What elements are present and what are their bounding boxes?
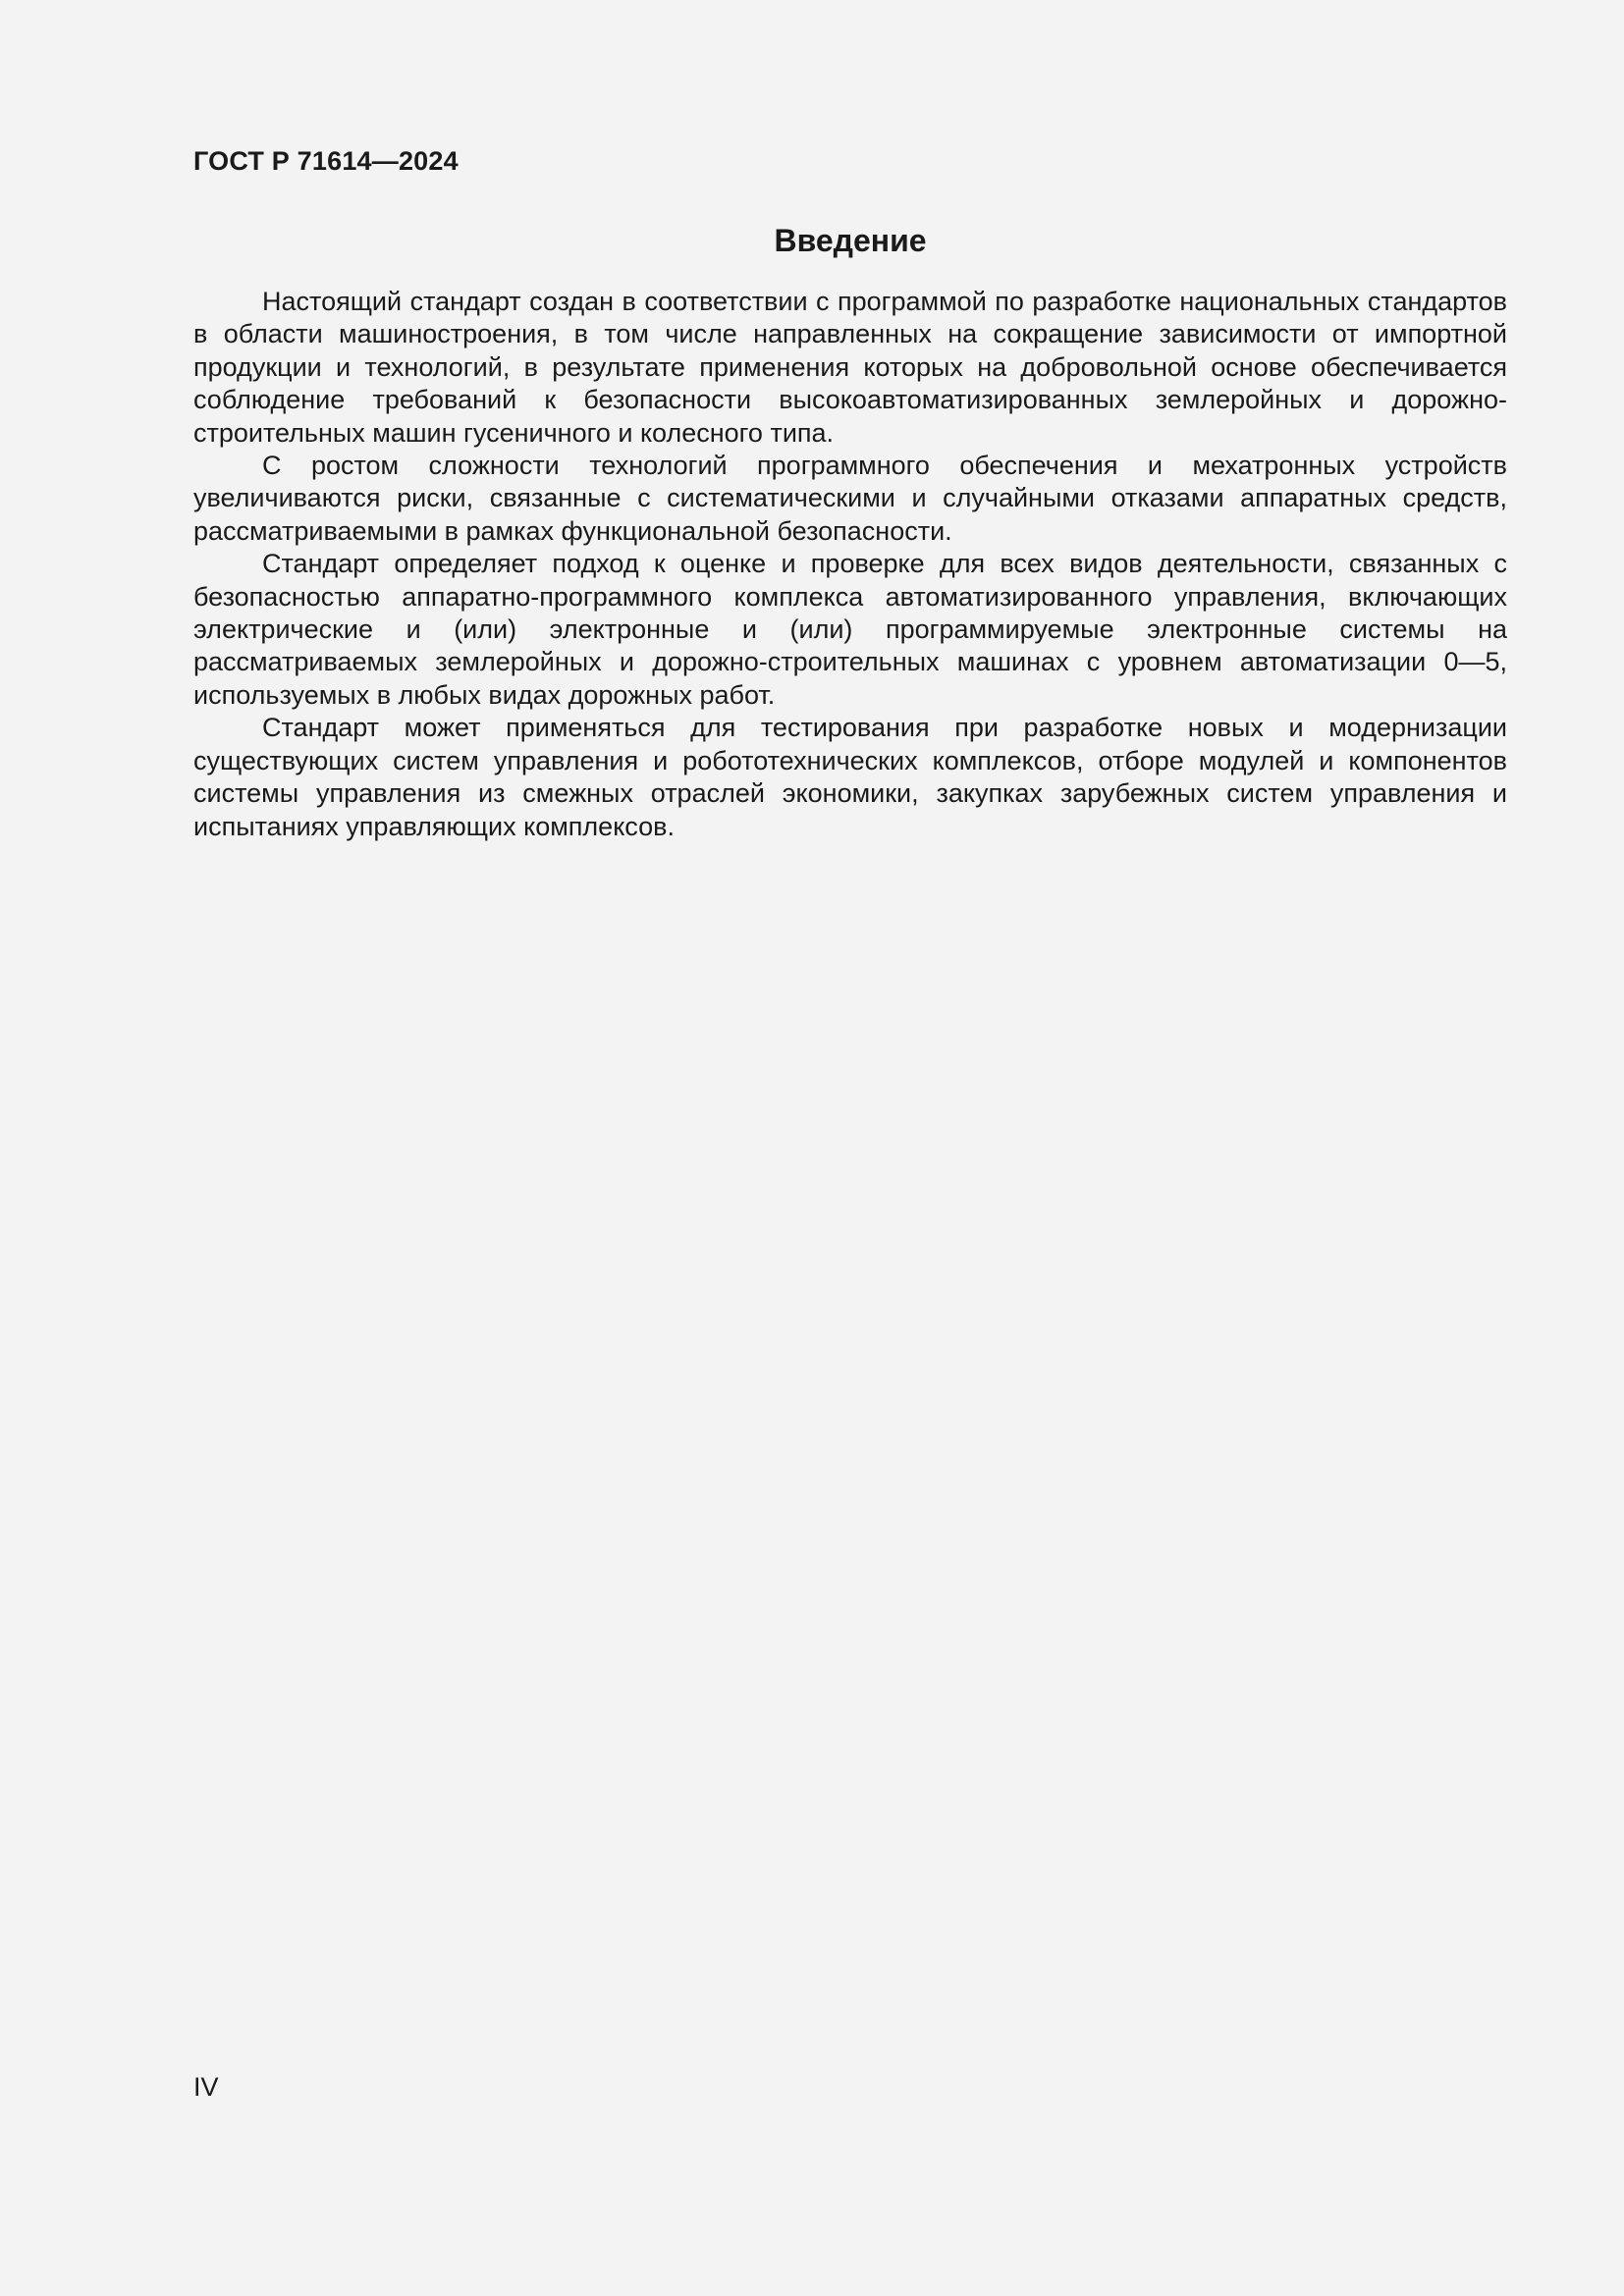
- paragraph-3: Стандарт определяет подход к оценке и проверке для всех видов деятельности, связанных с безопасностью аппаратно-программного комплекса автоматизированного управления, включающих электрические и (или) электронные и (или) программируемые электронные системы на рассматриваемых землеройных и дорожно-строительных машинах с уровнем автоматизации 0—5, используемых в любых видах дорожных работ.: [193, 549, 1507, 710]
- paragraph-2: С ростом сложности технологий программного обеспечения и мехатронных устройств увеличиваются риски, связанные с систематическими и случайными отказами аппаратных средств, рассматриваемыми в рамках функциональной безопасности.: [193, 451, 1507, 546]
- paragraph-4: Стандарт может применяться для тестирования при разработке новых и модернизации существующих систем управления и робототехнических комплексов, отборе модулей и компонентов системы управления из смежных отраслей экономики, закупках зарубежных систем управления и испытаниях управляющих комплексов.: [193, 713, 1507, 841]
- section-title: Введение: [774, 223, 927, 258]
- page-number: IV: [193, 2072, 219, 2102]
- paragraph-1: Настоящий стандарт создан в соответствии с программой по разработке национальных стандартов в области машиностроения, в том числе направленных на сокращение зависимости от импортной продукции и технологий, в результате применения которых на добровольной основе обеспечивается соблюдение требований к безопасности высокоавтоматизированных землеройных и дорожно-строительных машин гусеничного и колесного типа.: [193, 287, 1507, 448]
- document-header: ГОСТ Р 71614—2024: [193, 146, 459, 176]
- body-text: [193, 286, 1507, 843]
